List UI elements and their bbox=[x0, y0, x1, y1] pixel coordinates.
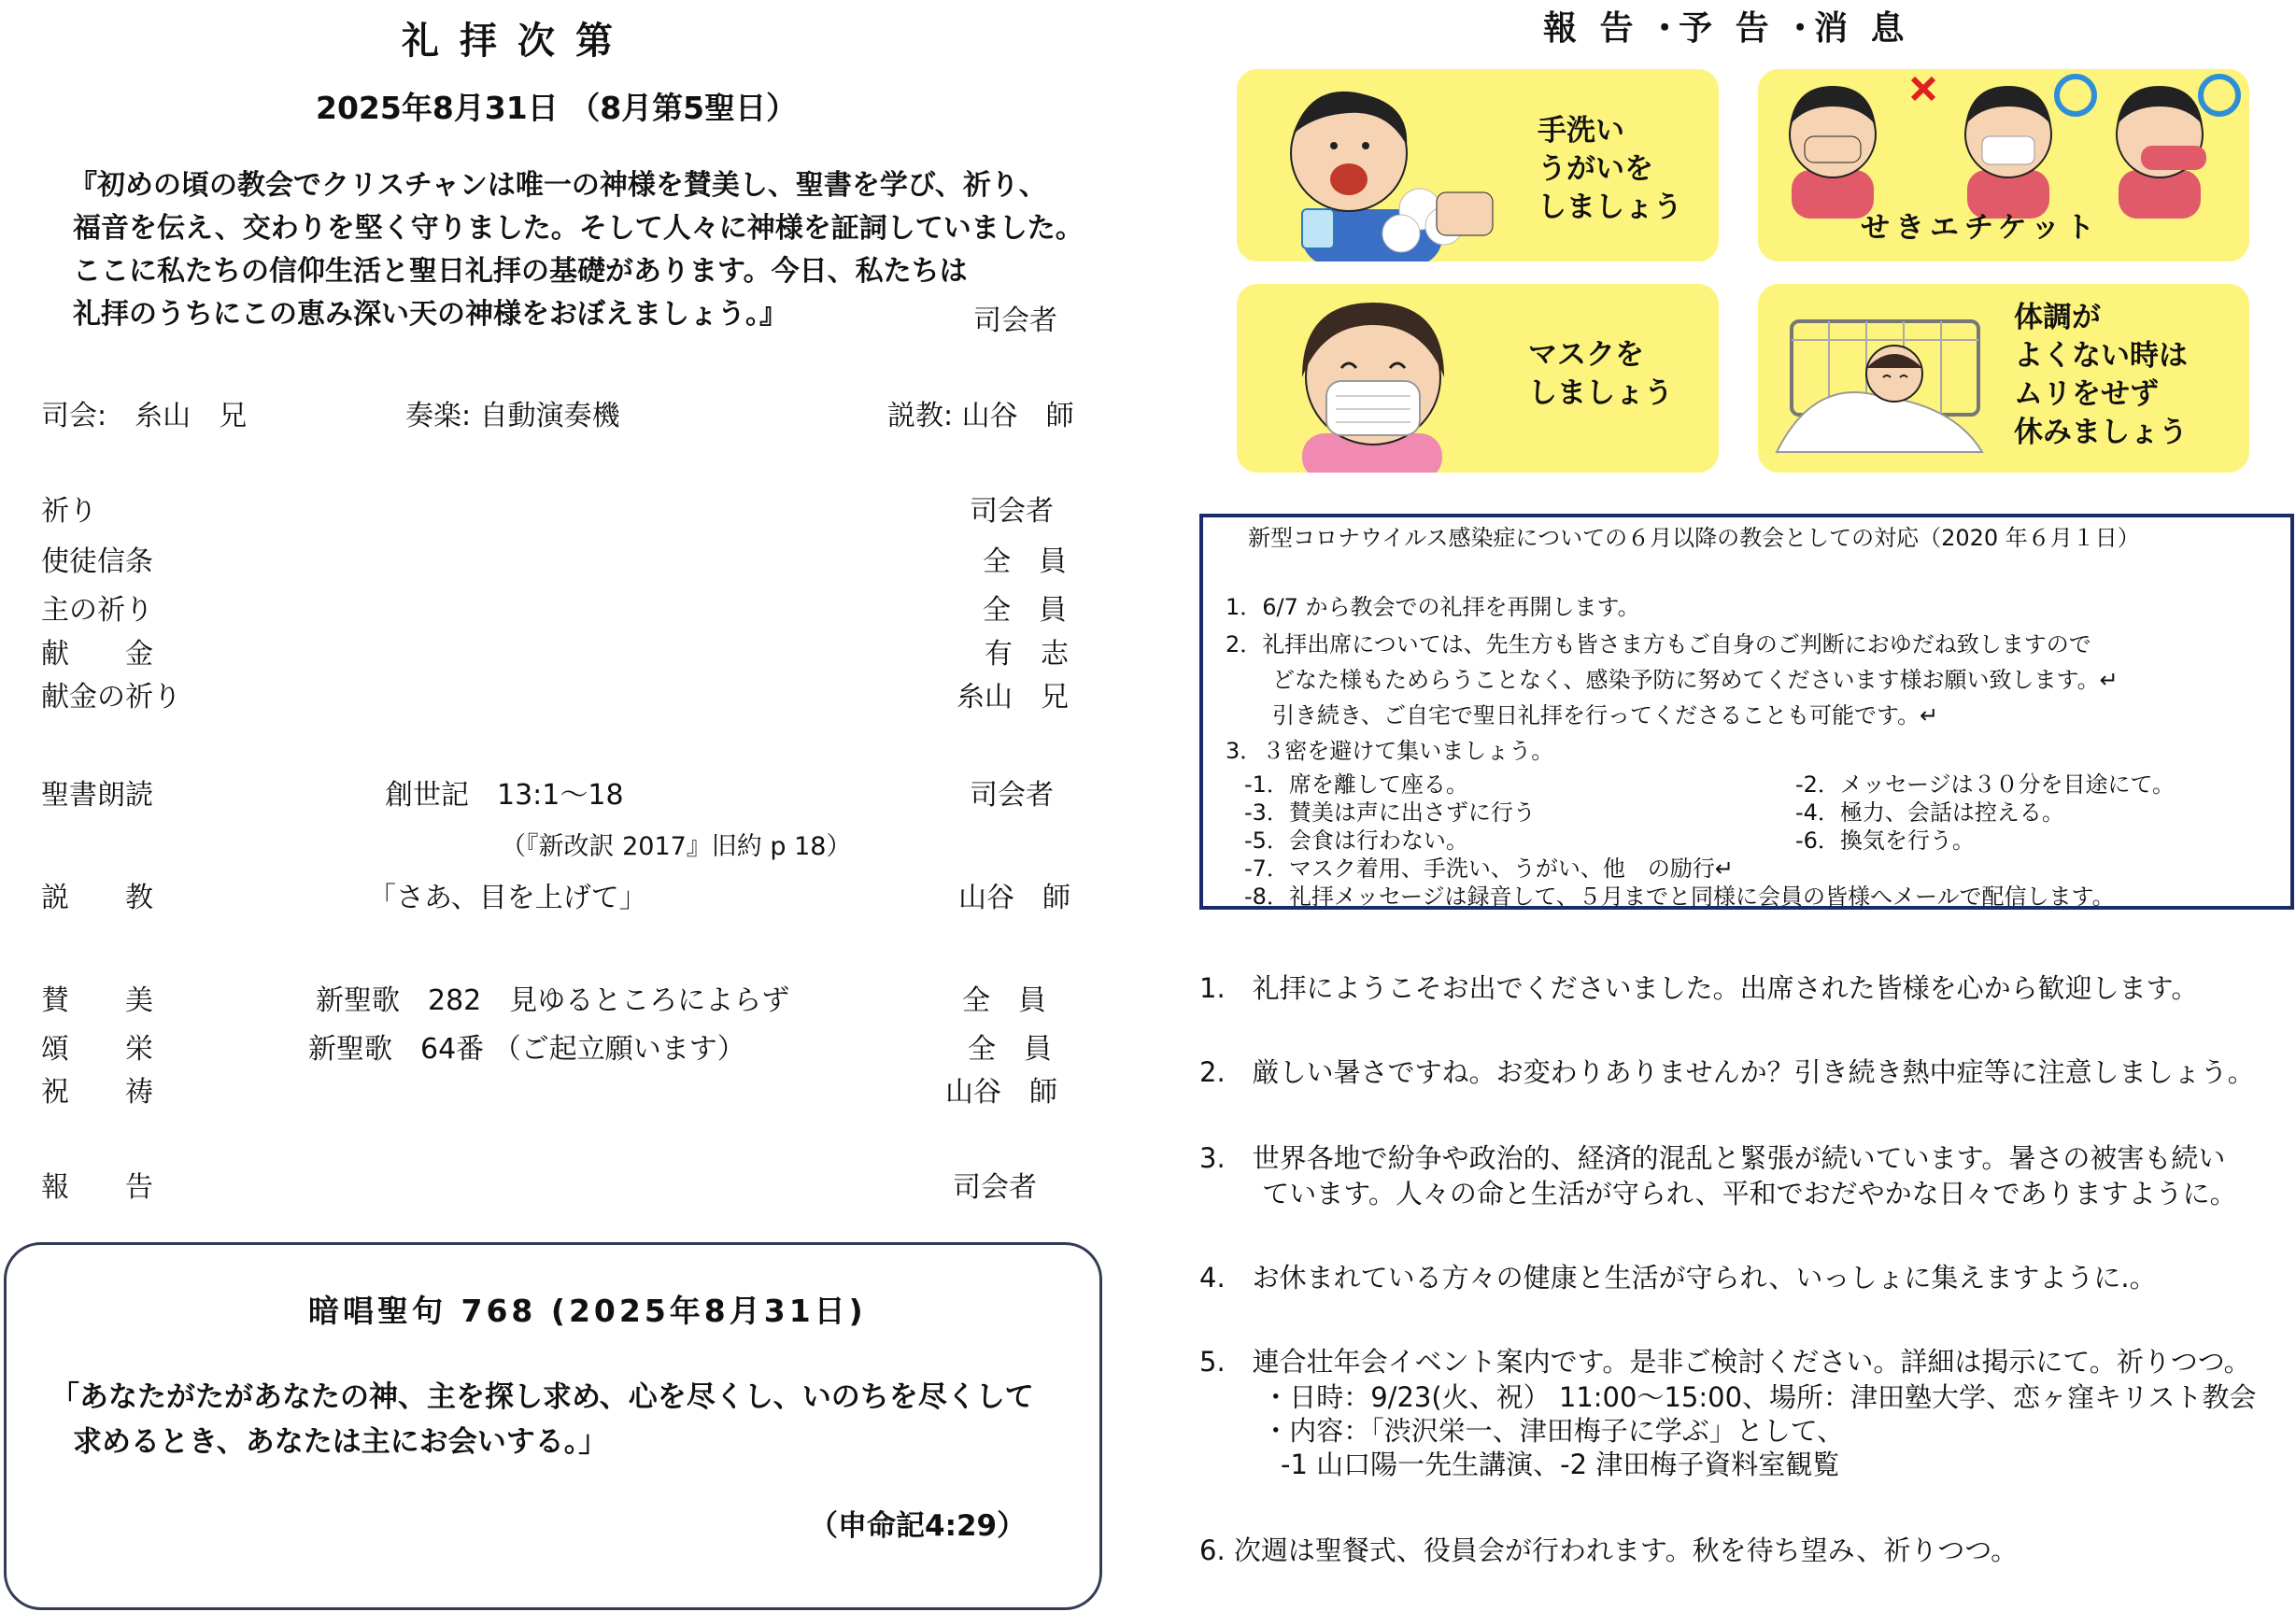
order-who: 全 員 bbox=[968, 1033, 1052, 1066]
tile-text-line: しましょう bbox=[1528, 376, 1673, 410]
report-line: 5. 連合壮年会イベント案内です。是非ご検討ください。詳細は掲示にて。祈りつつ。 bbox=[1199, 1346, 2251, 1378]
order-who: 司会者 bbox=[953, 1171, 1037, 1204]
order-item: 祈り bbox=[41, 495, 97, 528]
notice-line: 引き続き、ご自宅で聖日礼拝を行ってくださることも可能です。↵ bbox=[1272, 702, 1939, 728]
rest-when-sick-tile bbox=[1758, 284, 2249, 473]
intro-line: ここに私たちの信仰生活と聖日礼拝の基礎があります。今日、私たちは bbox=[73, 255, 968, 288]
report-line: 2. 厳しい暑さですね。お変わりありませんか？引き続き熱中症等に注意しましょう。 bbox=[1199, 1056, 2255, 1088]
order-item: 主の祈り bbox=[41, 594, 153, 627]
report-line: ・内容：「渋沢栄一、津田梅子に学ぶ」として、 bbox=[1199, 1415, 1845, 1447]
order-item: 献 金 bbox=[41, 638, 153, 671]
tile-text-line: 休みましょう bbox=[2014, 416, 2188, 449]
verse-title: 暗唱聖句 768 (2025年8月31日) bbox=[308, 1293, 867, 1329]
mask-tile bbox=[1237, 284, 1719, 473]
order-who: 司会者 bbox=[970, 779, 1054, 812]
tile-text-line: 手洗い bbox=[1538, 114, 1624, 148]
notice-subitem: -3．賛美は声に出さずに行う bbox=[1244, 799, 1536, 826]
notice-line: 1．6/7 から教会での礼拝を再開します。 bbox=[1226, 594, 1640, 620]
order-item: 頌 栄 bbox=[41, 1033, 153, 1066]
handwash-illustration bbox=[1237, 69, 1508, 262]
order-item: 賛 美 bbox=[41, 984, 153, 1017]
order-who: 全 員 bbox=[962, 984, 1046, 1017]
order-item: 祝 祷 bbox=[41, 1076, 153, 1109]
tile-text-line: マスクを bbox=[1528, 338, 1644, 372]
order-mid: 新聖歌 282 見ゆるところによらず bbox=[316, 984, 790, 1017]
order-item: 報 告 bbox=[41, 1171, 153, 1204]
order-who: 司会者 bbox=[970, 495, 1054, 528]
verse-reference: （申命記4:29） bbox=[809, 1509, 1027, 1543]
verse-line: 「あなたがたがあなたの神、主を探し求め、心を尽くし、いのちを尽くして bbox=[50, 1380, 1034, 1414]
notice-subitem: -6．換気を行う。 bbox=[1795, 827, 1975, 854]
report-line: 4. お休まれている方々の健康と生活が守られ、いっしょに集えますように.。 bbox=[1199, 1262, 2157, 1294]
handwash-tile bbox=[1237, 69, 1719, 262]
intro-by: 司会者 bbox=[973, 304, 1057, 337]
bed-illustration bbox=[1758, 284, 2001, 473]
order-who: 全 員 bbox=[983, 545, 1067, 578]
notice-title: 新型コロナウイルス感染症についての６月以降の教会としての対応（2020 年６月１日） bbox=[1248, 525, 2140, 551]
mask-illustration bbox=[1237, 284, 1508, 473]
notice-subitem: -7．マスク着用、手洗い、うがい、他 の励行↵ bbox=[1244, 855, 1735, 882]
order-title: 礼拝次第 bbox=[402, 20, 633, 63]
role-music: 奏楽: 自動演奏機 bbox=[405, 400, 620, 432]
order-who: 山谷 師 bbox=[958, 882, 1070, 914]
service-date: 2025年8月31日 （8月第5聖日） bbox=[316, 90, 798, 126]
order-mid: 新聖歌 64番 （ご起立願います） bbox=[308, 1033, 745, 1066]
notice-line: どなた様もためらうことなく、感染予防に努めてくださいます様お願い致します。↵ bbox=[1272, 667, 2119, 693]
notice-subitem: -8．礼拝メッセージは録音して、５月までと同様に会員の皆様へメールで配信します。 bbox=[1244, 884, 2115, 910]
order-who: 山谷 師 bbox=[945, 1076, 1057, 1109]
notice-subitem: -2．メッセージは３０分を目途にて。 bbox=[1795, 771, 2176, 798]
cough-etiquette-illustration bbox=[1758, 69, 2249, 219]
order-who: 有 志 bbox=[985, 638, 1069, 671]
intro-line: 『初めの頃の教会でクリスチャンは唯一の神様を賛美し、聖書を学び、祈り、 bbox=[69, 169, 1047, 202]
tile-text-line: しましょう bbox=[1538, 191, 1682, 224]
order-item: 聖書朗読 bbox=[41, 779, 153, 812]
order-mid: 「さあ、目を上げて」 bbox=[368, 882, 647, 914]
report-line: ています。人々の命と生活が守られ、平和でおだやかな日々でありますように。 bbox=[1199, 1178, 2237, 1209]
notice-subitem: -4．極力、会話は控える。 bbox=[1795, 799, 2064, 826]
reports-title: 報 告 ･予 告 ･消 息 bbox=[1543, 9, 1910, 48]
report-line: ・日時：9/23(火、祝） 11:00～15:00、場所：津田塾大学、恋ヶ窪キリスト教会 bbox=[1199, 1381, 2257, 1413]
tile-text-line: よくない時は bbox=[2014, 339, 2188, 373]
tile-text-line: せきエチケット bbox=[1861, 211, 2101, 245]
tile-text-line: うがいを bbox=[1538, 152, 1653, 186]
intro-line: 礼拝のうちにこの恵み深い天の神様をおぼえましょう。』 bbox=[73, 298, 787, 331]
order-item: 使徒信条 bbox=[41, 545, 153, 578]
intro-line: 福音を伝え、交わりを堅く守りました。そして人々に神様を証詞していました。 bbox=[73, 212, 1084, 245]
report-line: -1 山口陽一先生講演、-2 津田梅子資料室観覧 bbox=[1199, 1449, 1840, 1480]
role-preacher: 説教: 山谷 師 bbox=[887, 400, 1074, 432]
notice-subitem: -1．席を離して座る。 bbox=[1244, 771, 1468, 798]
report-line: 3. 世界各地で紛争や政治的、経済的混乱と緊張が続いています。暑さの被害も続い bbox=[1199, 1142, 2226, 1174]
tile-text-line: 体調が bbox=[2014, 301, 2101, 334]
order-mid: （『新改訳 2017』旧約 p 18） bbox=[501, 832, 852, 861]
order-item: 説 教 bbox=[41, 882, 153, 914]
notice-line: 3．３密を避けて集いましょう。 bbox=[1226, 738, 1554, 764]
verse-line: 求めるとき、あなたは主にお会いする。」 bbox=[73, 1425, 608, 1459]
notice-line: 2．礼拝出席については、先生方も皆さま方もご自身のご判断におゆだね致しますので bbox=[1226, 631, 2091, 658]
order-who: 糸山 兄 bbox=[957, 681, 1069, 714]
role-host: 司会: 糸山 兄 bbox=[41, 400, 248, 432]
order-item: 献金の祈り bbox=[41, 681, 181, 714]
report-line: 1. 礼拝にようこそお出でくださいました。出席された皆様を心から歓迎します。 bbox=[1199, 972, 2199, 1004]
tile-text-line: ムリをせず bbox=[2014, 377, 2159, 411]
notice-subitem: -5．会食は行わない。 bbox=[1244, 827, 1468, 854]
report-line: 6. 次週は聖餐式、役員会が行われます。秋を待ち望み、祈りつつ。 bbox=[1199, 1534, 2019, 1566]
order-who: 全 員 bbox=[983, 594, 1067, 627]
cough-etiquette-tile bbox=[1758, 69, 2249, 262]
order-mid: 創世記 13:1～18 bbox=[385, 779, 624, 812]
